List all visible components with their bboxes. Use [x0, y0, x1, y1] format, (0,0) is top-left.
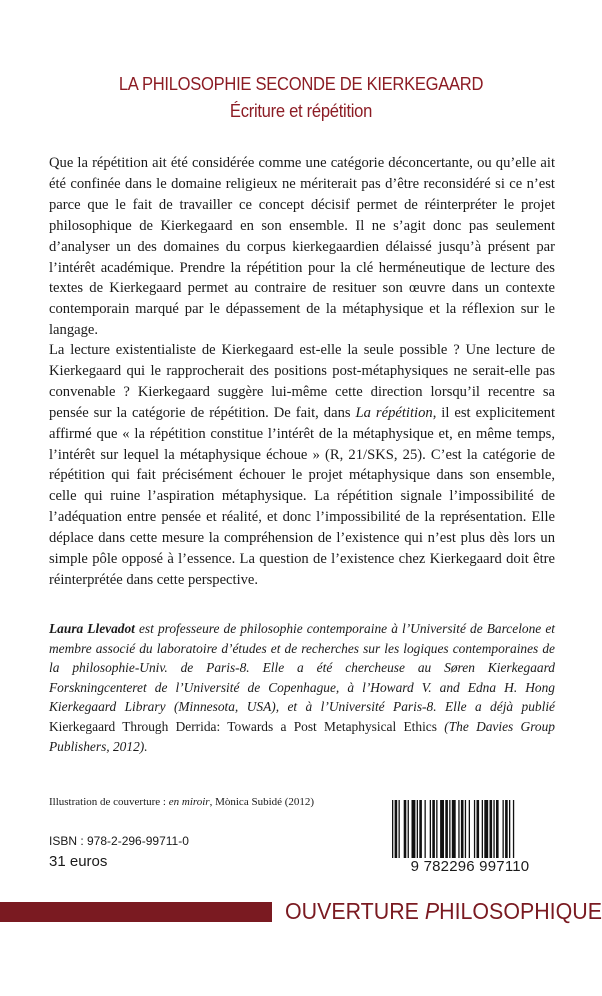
- author-bio-publisher: (The Davies Group Publishers, 2012).: [49, 718, 556, 754]
- summary-paragraph-1: [49, 153, 555, 341]
- barcode-digits: 9 782296 997110: [380, 858, 560, 876]
- summary-text-1: Que la répétition ait été considérée comme une catégorie déconcertante, ou qu’elle ait été confinée dans le domaine religieux ne mériterait pas d’être reconsidéré si ce n’est parce que le fait de travailler ce concept décisif permet de réinterpréter le projet philosophique de Kierkegaard en son ensemble. Il ne s’agit donc pas seulement d’analyser un des domaines du corpus kierkegaardien délaissé jusqu’à présent par l’intérêt académique. Prendre la répétition pour la clé herméneutique de lecture des textes de Kierkegaard permet au contraire de resituer son œuvre dans un contexte contemporain marqué par le dépassement de la métaphysique et la réflexion sur le langage.: [49, 155, 555, 339]
- author-name: Laura Llevadot: [49, 621, 135, 636]
- collection-band: [0, 902, 272, 922]
- credit-label: Illustration de couverture :: [49, 796, 169, 808]
- book-subtitle: Écriture et répétition: [229, 101, 373, 121]
- collection-name-part2: P: [424, 898, 440, 924]
- author-bio-text: est professeure de philosophie contemporaine à l’Université de Barcelone et membre associé du laboratoire d’études et de recherches sur les logiques contemporaines de la philosophie-Univ. de Paris-8. Elle a été chercheuse au Søren Kierkegaard Forskningcenteret de l’Université de Copenhague, à l’Howard V. and Edna H. Hong Kierkegaard Library (Minnesota, USA), et à l’Université Paris-8. Elle a déjà publié: [49, 621, 555, 715]
- book-title: LA PHILOSOPHIE SECONDE DE KIERKEGAARD: [118, 74, 484, 94]
- summary-text-2: [49, 340, 555, 591]
- collection-name-part1: OUVERTURE: [285, 898, 425, 924]
- author-book-title: Kierkegaard Through Derrida: Towards a Post Metaphysical Ethics: [49, 718, 437, 734]
- collection-name-part3: HILOSOPHIQUE: [439, 898, 602, 924]
- cover-illustration-credit: [49, 796, 314, 808]
- credit-artist: , Mònica Subidé (2012): [209, 796, 315, 808]
- summary-paragraph-2: [49, 340, 555, 591]
- author-bio: [49, 619, 555, 756]
- credit-work: en miroir: [168, 796, 210, 808]
- summary-text-2a: La lecture existentialiste de Kierkegaard est-elle la seule possible ? Une lecture de Kierkegaard qui le rapprocherait des positions post-métaphysiques ne serait-elle pas convenable ? Kierkegaard suggère lui-même cette direction lorsqu’il recentre sa pensée sur la catégorie de répétition. De fait, dans: [49, 342, 555, 421]
- price: 31 euros: [49, 853, 108, 870]
- collection-name: [285, 898, 602, 925]
- summary-text-2b: , il est explicitement affirmé que « la répétition constitue l’intérêt de la métaphysique et, en même temps, l’intérêt sur lequel la métaphysique échoue » (R, 21/SKS, 25). C’est la catégorie de répétition qui fait précisément échouer le projet métaphysique dans son ensemble, celle qui ruine l’aspiration métaphysique. La répétition signale l’impossibilité de l’adéquation entre pensée et réalité, et donc l’impossibilité de la représentation. Elle déplace dans cette mesure la compréhension de l’existence qui n’est plus dès lors un simple pôle opposé à l’essence. La question de l’existence chez Kierkegaard doit être réinterprétée dans cette perspective.: [49, 404, 556, 588]
- work-title-la-repetition: La répétition: [355, 404, 433, 421]
- isbn-number: ISBN : 978-2-296-99711-0: [49, 834, 189, 848]
